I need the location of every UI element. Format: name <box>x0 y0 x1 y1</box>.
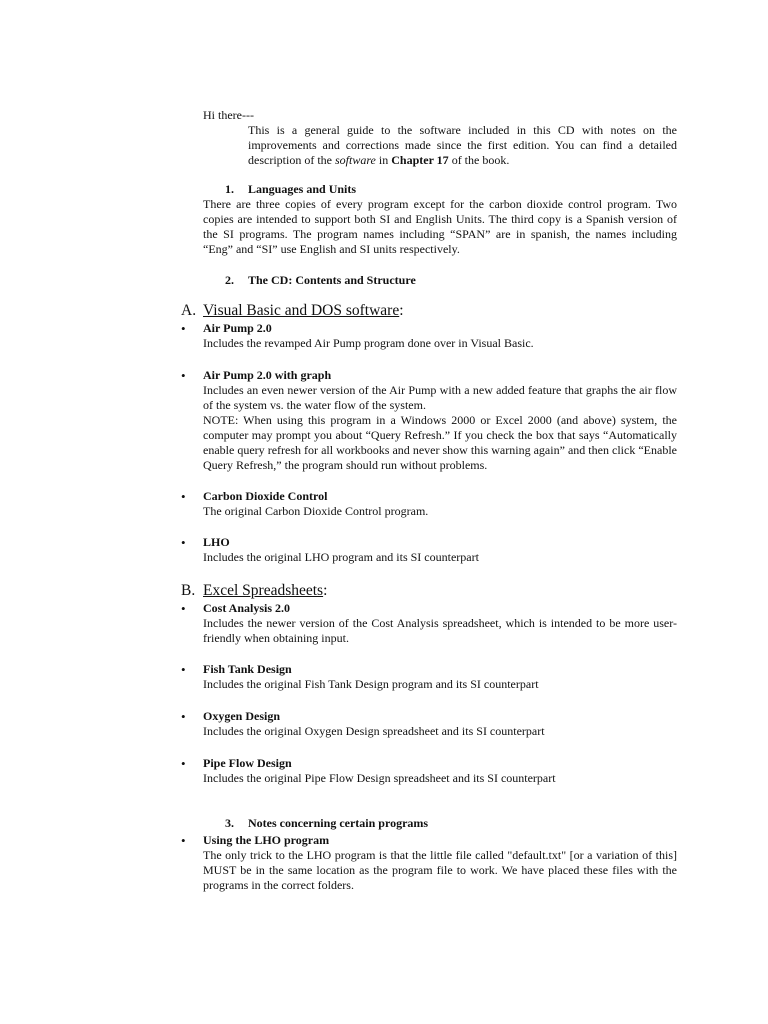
item-description <box>203 383 677 473</box>
item-description: Includes the original LHO program and its SI counterpart <box>203 550 479 564</box>
intro-text: This is a general guide to the software included in this CD with notes on the improvements and corrections made since the first edition. You can find a detailed description of the <box>248 123 677 167</box>
item-description: Includes the newer version of the Cost Analysis spreadsheet, which is intended to be more user-friendly when obtaining input. <box>203 616 677 645</box>
section-colon: : <box>399 302 404 319</box>
section-a-heading <box>181 302 404 320</box>
item-title: Using the LHO program <box>203 833 330 847</box>
item-title: Oxygen Design <box>203 709 281 723</box>
item-description: The original Carbon Dioxide Control program. <box>203 504 429 518</box>
list-item-fish-tank <box>181 662 677 692</box>
bullet-icon: • <box>181 321 186 336</box>
heading-number: 2. <box>225 273 234 287</box>
section-letter: A. <box>181 302 197 319</box>
bullet-icon: • <box>181 489 186 504</box>
greeting: Hi there--- <box>203 108 254 122</box>
intro-paragraph <box>248 123 677 168</box>
section-colon: : <box>323 582 328 599</box>
item-description: Includes the original Fish Tank Design program and its SI counterpart <box>203 677 539 691</box>
list-item-air-pump-graph <box>181 368 677 473</box>
item-title: Pipe Flow Design <box>203 756 292 770</box>
bullet-icon: • <box>181 535 186 550</box>
list-item-using-lho <box>181 833 677 893</box>
bullet-icon: • <box>181 756 186 771</box>
list-item-cost-analysis <box>181 601 677 646</box>
item-description-text: Includes an even newer version of the Air Pump with a new added feature that graphs the air flow of the system vs. the water flow of the system. <box>203 383 677 412</box>
list-item-lho <box>181 535 677 565</box>
item-title: Cost Analysis 2.0 <box>203 601 291 615</box>
heading-title: Notes concerning certain programs <box>248 816 429 830</box>
heading-number: 3. <box>225 816 234 830</box>
heading-title: Languages and Units <box>248 182 357 196</box>
bullet-icon: • <box>181 833 186 848</box>
intro-text-end: of the book. <box>448 153 510 167</box>
item-description: Includes the revamped Air Pump program done over in Visual Basic. <box>203 336 534 350</box>
section-title: Excel Spreadsheets <box>203 582 324 599</box>
bullet-icon: • <box>181 601 186 616</box>
item-title: Air Pump 2.0 <box>203 321 272 335</box>
section-title: Visual Basic and DOS software <box>203 302 400 319</box>
intro-software-word: software <box>334 153 376 167</box>
heading-cd-contents <box>225 273 416 288</box>
bullet-icon: • <box>181 368 186 383</box>
item-title: LHO <box>203 535 230 549</box>
intro-chapter: Chapter 17 <box>391 153 449 167</box>
section-letter: B. <box>181 582 196 599</box>
item-description: The only trick to the LHO program is that the little file called "default.txt" [or a variation of this] MUST be in the same location as the program file to work. We have placed these files with the programs in the correct folders. <box>203 848 677 892</box>
item-title: Fish Tank Design <box>203 662 292 676</box>
heading-languages-and-units <box>225 182 356 197</box>
languages-paragraph: There are three copies of every program except for the carbon dioxide control program. Two copies are intended to support both SI and English Units. The third copy is a Spanish version of the SI programs. The program names including “SPAN” are in spanish, the names including “Eng” and “SI” use English and SI units respectively. <box>203 197 677 256</box>
heading-notes <box>225 816 428 831</box>
bullet-icon: • <box>181 709 186 724</box>
intro-text-in: in <box>375 153 392 167</box>
list-item-air-pump <box>181 321 677 351</box>
heading-title: The CD: Contents and Structure <box>248 273 416 287</box>
list-item-oxygen-design <box>181 709 677 739</box>
item-title: Air Pump 2.0 with graph <box>203 368 332 382</box>
item-note: NOTE: When using this program in a Windows 2000 or Excel 2000 (and above) system, the computer may prompt you about “Query Refresh.” If you check the box that says “Automatically enable query refresh for all workbooks and never show this warning again” and then click “Enable Query Refresh,” the program should run without problems. <box>203 413 677 472</box>
heading-number: 1. <box>225 182 234 196</box>
item-description: Includes the original Pipe Flow Design spreadsheet and its SI counterpart <box>203 771 556 785</box>
section-b-heading <box>181 582 327 600</box>
list-item-carbon-dioxide <box>181 489 677 519</box>
bullet-icon: • <box>181 662 186 677</box>
item-title: Carbon Dioxide Control <box>203 489 328 503</box>
list-item-pipe-flow <box>181 756 677 786</box>
item-description: Includes the original Oxygen Design spreadsheet and its SI counterpart <box>203 724 545 738</box>
